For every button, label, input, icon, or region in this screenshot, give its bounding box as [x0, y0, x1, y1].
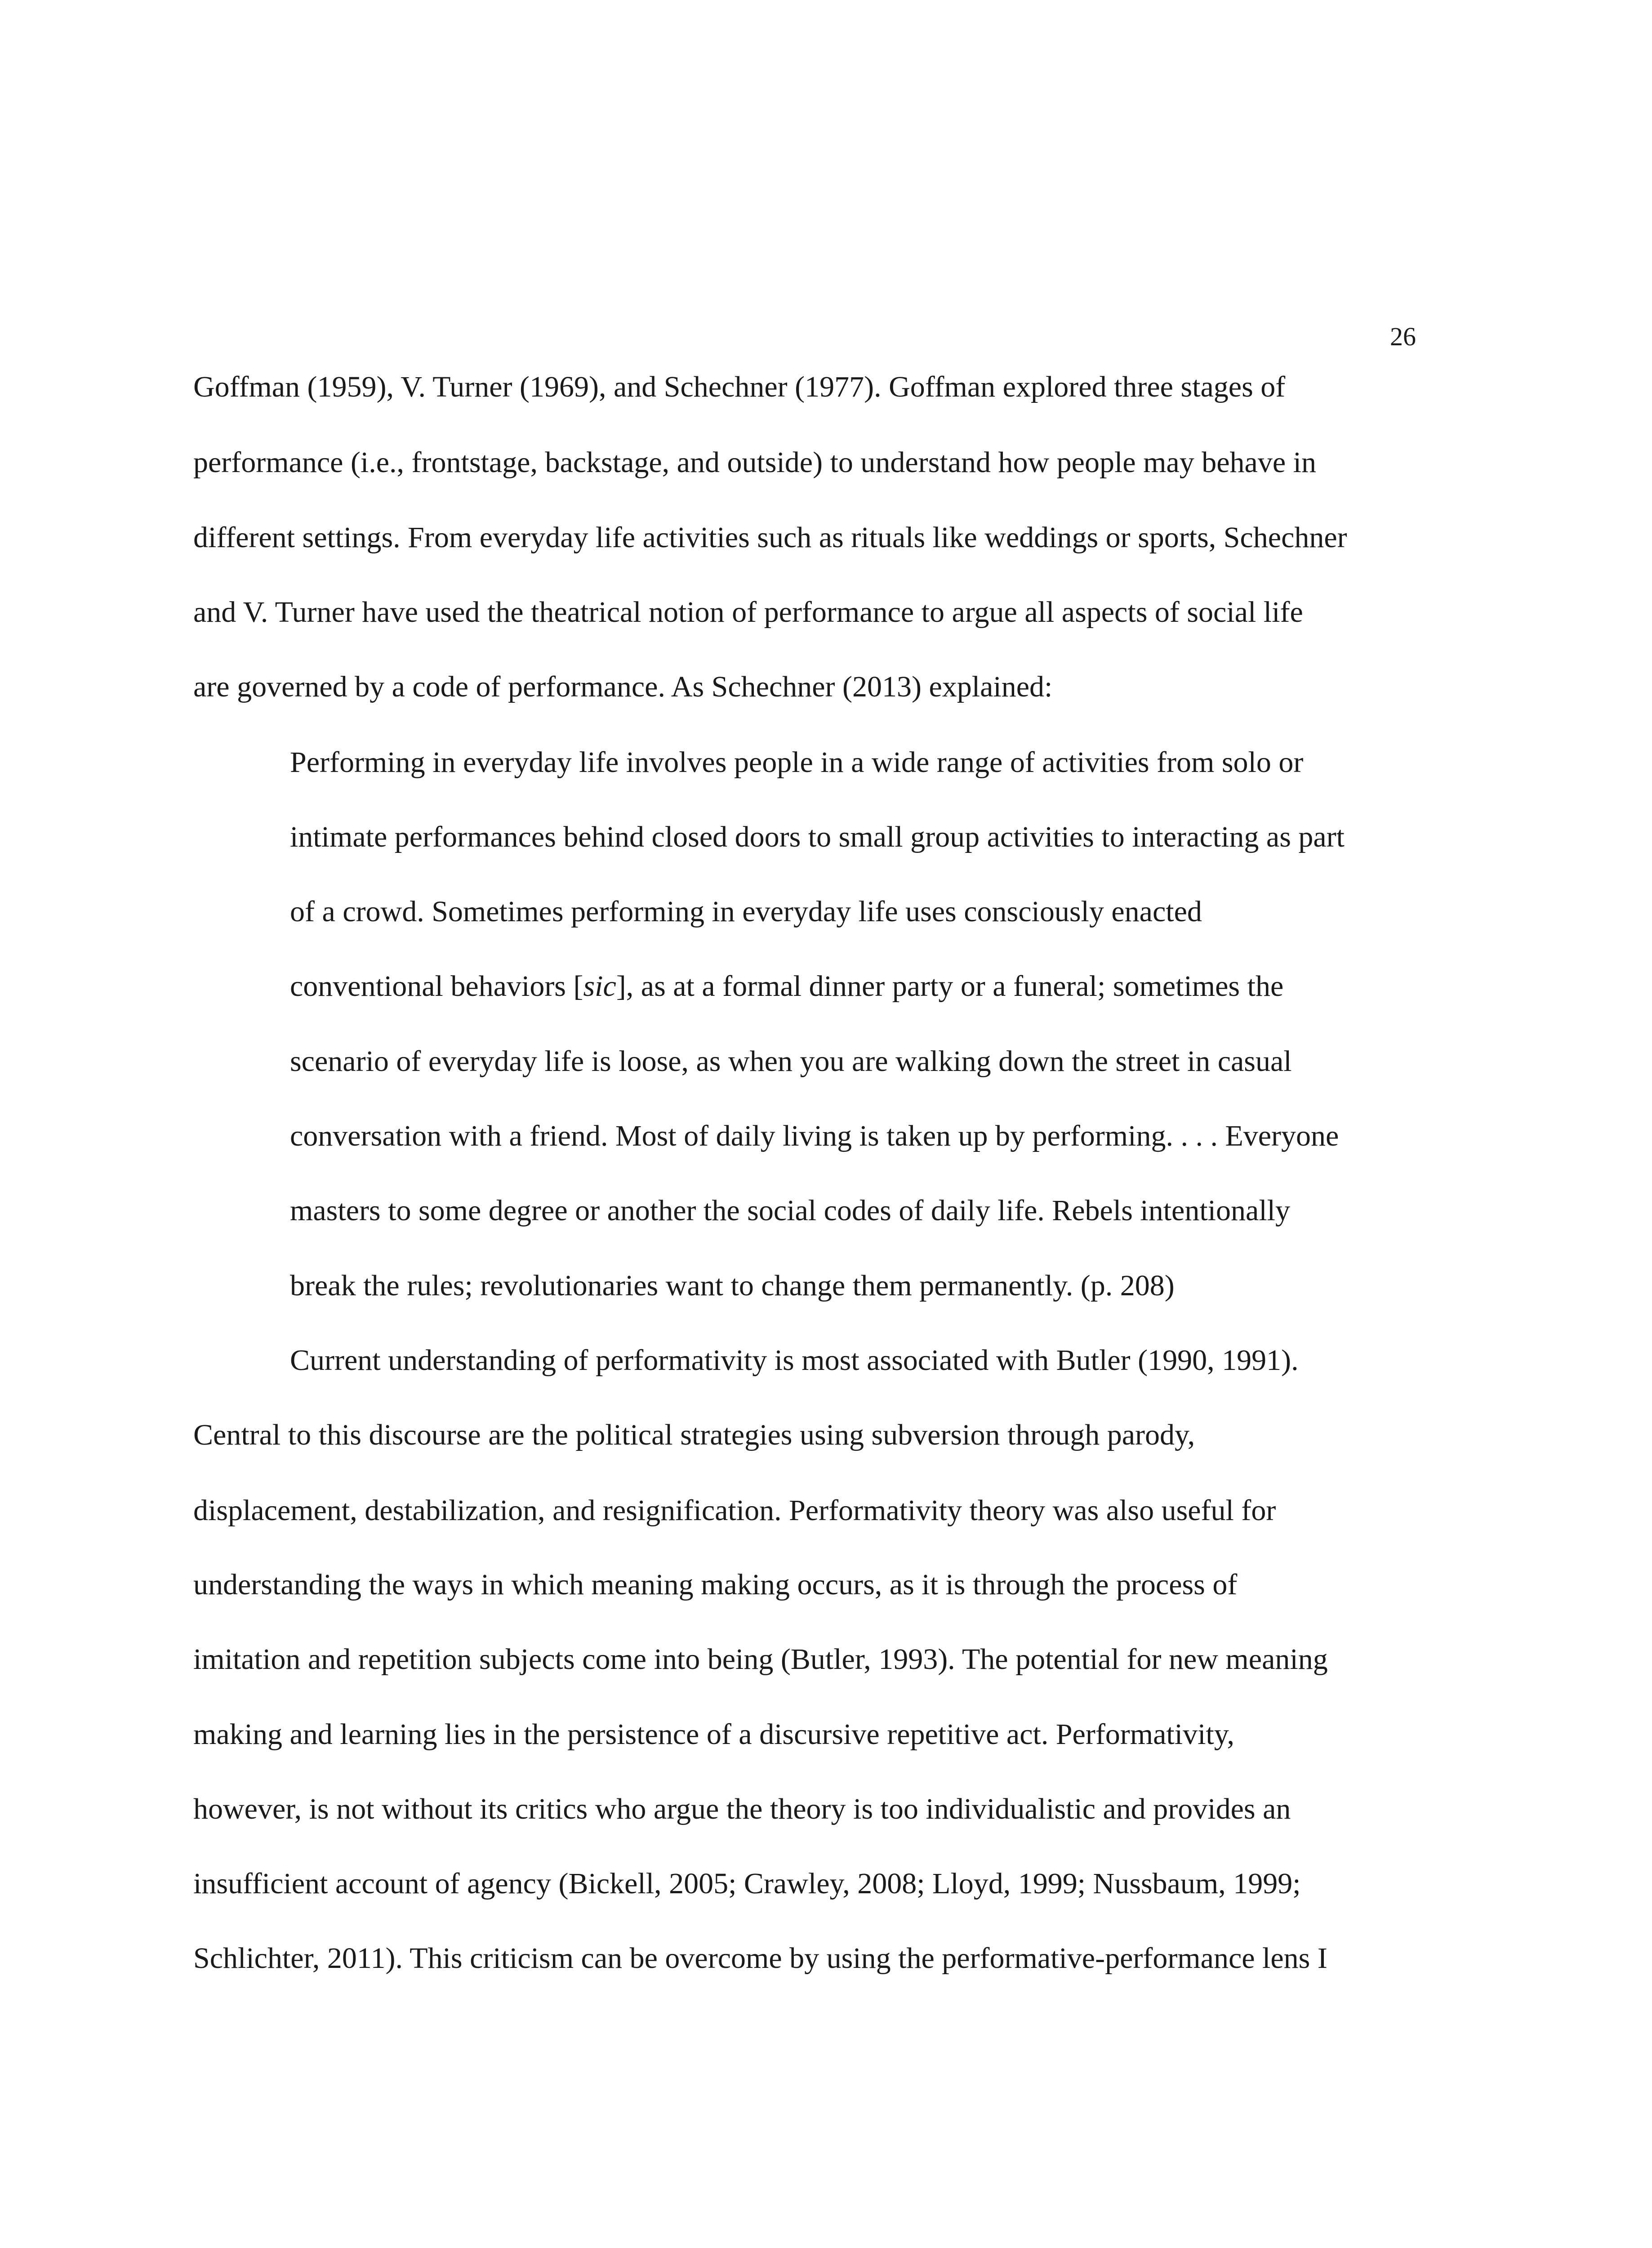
paragraph-2-line-5: imitation and repetition subjects come into being (Butler, 1993). The potential for new meaning	[193, 1643, 1328, 1676]
block-quote-line-2: intimate performances behind closed doors to small group activities to interacting as part	[290, 821, 1345, 853]
paragraph-1-line-2: performance (i.e., frontstage, backstage, and outside) to understand how people may behave in	[193, 446, 1316, 479]
sic-italic: sic	[583, 970, 616, 1003]
block-quote-line-7: masters to some degree or another the social codes of daily life. Rebels intentionally	[290, 1194, 1290, 1227]
block-quote-line-1: Performing in everyday life involves people in a wide range of activities from solo or	[290, 746, 1304, 779]
paragraph-2-line-7: however, is not without its critics who argue the theory is too individualistic and provides an	[193, 1793, 1291, 1825]
paragraph-2-line-8: insufficient account of agency (Bickell, 2005; Crawley, 2008; Lloyd, 1999; Nussbaum, 1999;	[193, 1867, 1301, 1900]
block-quote-line-5: scenario of everyday life is loose, as when you are walking down the street in casual	[290, 1045, 1292, 1078]
paragraph-2-line-2: Central to this discourse are the political strategies using subversion through parody,	[193, 1418, 1195, 1451]
paragraph-1-line-1: Goffman (1959), V. Turner (1969), and Schechner (1977). Goffman explored three stages of	[193, 370, 1286, 403]
paragraph-2-line-4: understanding the ways in which meaning making occurs, as it is through the process of	[193, 1568, 1238, 1601]
paragraph-2-line-3: displacement, destabilization, and resignification. Performativity theory was also useful for	[193, 1494, 1276, 1527]
paragraph-1-line-4: and V. Turner have used the theatrical notion of performance to argue all aspects of social life	[193, 596, 1303, 629]
block-quote-line-3: of a crowd. Sometimes performing in everyday life uses consciously enacted	[290, 895, 1202, 928]
paragraph-2-line-6: making and learning lies in the persistence of a discursive repetitive act. Performativity,	[193, 1718, 1234, 1751]
block-quote-line-4-start: conventional behaviors [	[290, 970, 583, 1003]
paragraph-1-line-5: are governed by a code of performance. As Schechner (2013) explained:	[193, 670, 1053, 703]
block-quote-line-4	[290, 972, 1283, 1001]
paragraph-1-line-3: different settings. From everyday life activities such as rituals like weddings or sports, Schechner	[193, 521, 1347, 554]
block-quote-line-4-end: ], as at a formal dinner party or a funeral; sometimes the	[616, 970, 1284, 1003]
paragraph-2-line-9: Schlichter, 2011). This criticism can be overcome by using the performative-performance lens I	[193, 1942, 1327, 1975]
page-number: 26	[1390, 322, 1416, 351]
block-quote-line-6: conversation with a friend. Most of daily living is taken up by performing. . . . Everyone	[290, 1120, 1339, 1152]
paragraph-2-line-1: Current understanding of performativity is most associated with Butler (1990, 1991).	[290, 1344, 1299, 1377]
block-quote-line-8: break the rules; revolutionaries want to change them permanently. (p. 208)	[290, 1269, 1175, 1302]
